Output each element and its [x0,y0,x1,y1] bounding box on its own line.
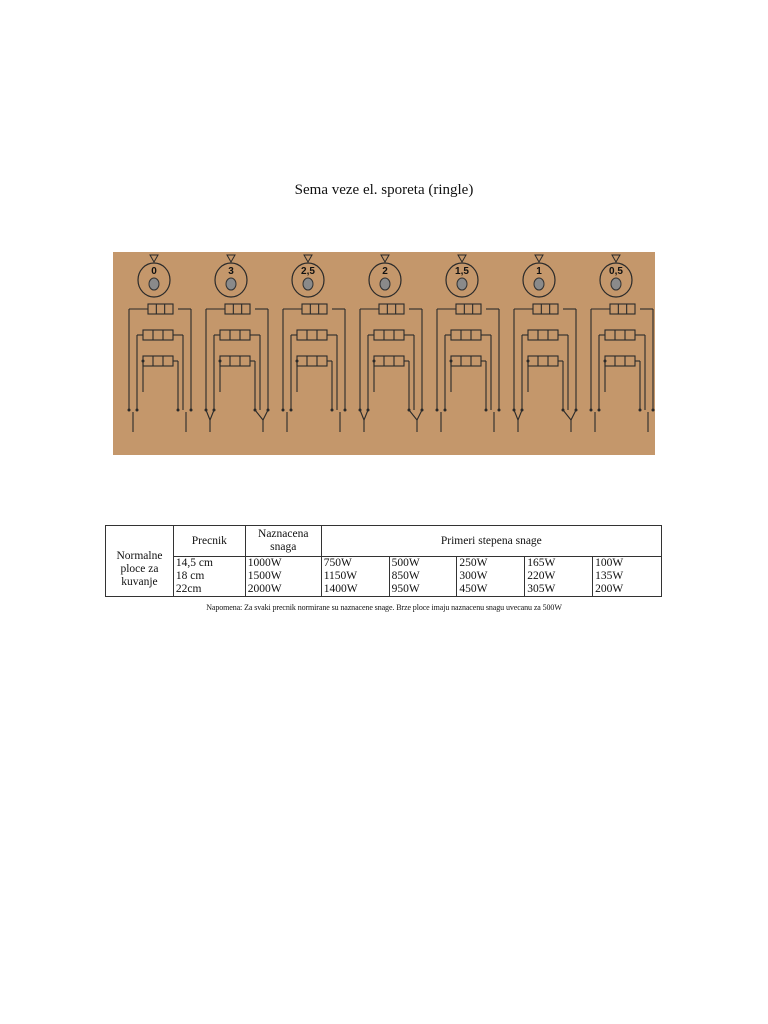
knob-icon [534,278,544,290]
knob-icon [303,278,313,290]
knob-label: 1 [536,266,542,277]
contact-dot [498,409,501,412]
heating-element-icon [605,356,635,366]
knob-icon [611,278,621,290]
wire [514,410,518,420]
position-marker-icon [381,255,389,262]
wire [206,410,210,420]
contact-dot [190,409,193,412]
knob-label: 2,5 [301,266,315,277]
contact-dot [485,409,488,412]
contact-dot [331,409,334,412]
contact-dot [598,409,601,412]
heating-element-icon [605,330,635,340]
diameter-cell: 18 cm [173,570,245,583]
junction-dot [450,360,453,363]
heating-element-icon [143,330,173,340]
heating-element-icon [220,330,250,340]
junction-dot [373,360,376,363]
heating-element-icon [143,356,173,366]
contact-dot [590,409,593,412]
junction-dot [296,360,299,363]
knob-label: 2 [382,266,388,277]
position-marker-icon [458,255,466,262]
knob-label: 0,5 [609,266,623,277]
heating-element-icon [451,330,481,340]
power-step-cell: 850W [389,570,457,583]
diameter-header: Precnik [173,526,245,557]
wire [210,410,214,420]
rated-power-cell: 1500W [245,570,321,583]
wire [255,410,263,420]
contact-dot [436,409,439,412]
heating-element-icon [456,304,481,314]
junction-dot [142,360,145,363]
junction-dot [219,360,222,363]
heating-element-icon [379,304,404,314]
table-row [106,557,662,571]
wire [571,410,576,420]
power-step-cell: 1150W [321,570,389,583]
power-step-cell: 300W [457,570,525,583]
wiring-diagram-svg [113,252,655,455]
table-header-row [106,526,662,557]
footnote: Napomena: Za svaki precnik normirane su naznacene snage. Brze ploce imaju naznacenu snagu uvecanu za 500W [206,603,562,612]
contact-dot [136,409,139,412]
rated-power-header: Naznacena snaga [245,526,321,557]
table-row [106,570,662,583]
power-step-cell: 250W [457,557,525,571]
heating-element-icon [374,356,404,366]
diameter-cell: 22cm [173,583,245,597]
contact-dot [282,409,285,412]
wire [263,410,268,420]
wiring-diagram [113,252,655,455]
power-step-cell: 450W [457,583,525,597]
page-title: Sema veze el. sporeta (ringle) [294,182,474,198]
heating-element-icon [297,356,327,366]
heating-element-icon [374,330,404,340]
wire [360,410,364,420]
diameter-cell: 14,5 cm [173,557,245,571]
heating-element-icon [225,304,250,314]
junction-dot [527,360,530,363]
heating-element-icon [220,356,250,366]
power-step-cell: 750W [321,557,389,571]
contact-dot [639,409,642,412]
heating-element-icon [451,356,481,366]
power-step-cell: 950W [389,583,457,597]
plates-header: Normalne ploce za kuvanje [106,526,174,597]
knob-icon [149,278,159,290]
wire [563,410,571,420]
knob-icon [380,278,390,290]
examples-header: Primeri stepena snage [321,526,661,557]
junction-dot [604,360,607,363]
knob-icon [457,278,467,290]
rated-power-cell: 2000W [245,583,321,597]
contact-dot [344,409,347,412]
position-marker-icon [227,255,235,262]
position-marker-icon [150,255,158,262]
knob-label: 3 [228,266,234,277]
power-step-cell: 165W [525,557,593,571]
contact-dot [444,409,447,412]
heating-element-icon [302,304,327,314]
heating-element-icon [148,304,173,314]
power-step-cell: 135W [593,570,662,583]
heating-element-icon [610,304,635,314]
position-marker-icon [304,255,312,262]
contact-dot [177,409,180,412]
power-step-cell: 500W [389,557,457,571]
table-row [106,583,662,597]
power-step-cell: 305W [525,583,593,597]
knob-label: 1,5 [455,266,469,277]
wire [409,410,417,420]
contact-dot [290,409,293,412]
contact-dot [652,409,655,412]
position-marker-icon [612,255,620,262]
power-step-cell: 220W [525,570,593,583]
power-step-cell: 1400W [321,583,389,597]
power-step-cell: 100W [593,557,662,571]
knob-icon [226,278,236,290]
rated-power-cell: 1000W [245,557,321,571]
heating-element-icon [528,330,558,340]
position-marker-icon [535,255,543,262]
wire [417,410,422,420]
heating-element-icon [533,304,558,314]
contact-dot [128,409,131,412]
heating-element-icon [528,356,558,366]
wire [518,410,522,420]
heating-element-icon [297,330,327,340]
knob-label: 0 [151,266,157,277]
power-step-cell: 200W [593,583,662,597]
power-table [105,525,662,597]
wire [364,410,368,420]
